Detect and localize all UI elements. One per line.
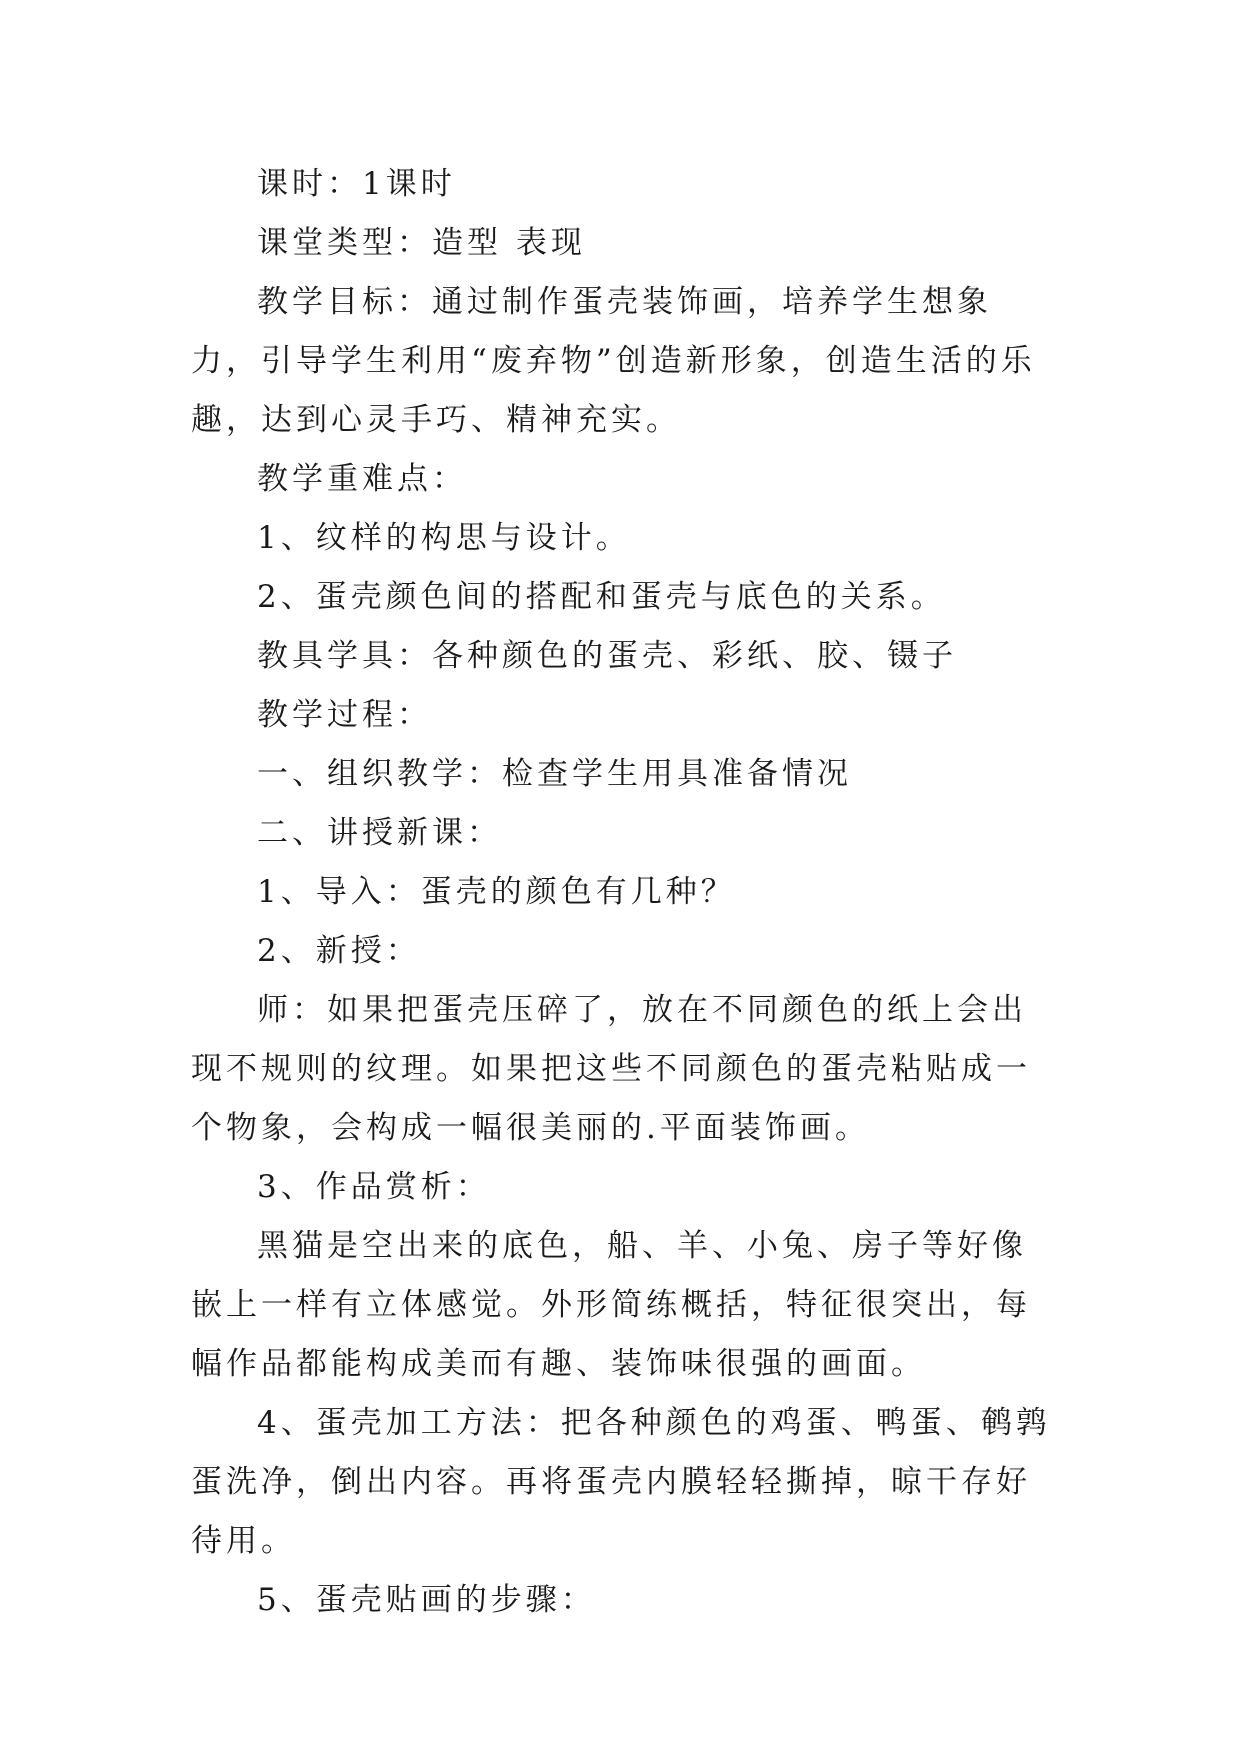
eggshell-processing-paragraph: 4、蛋壳加工方法：把各种颜色的鸡蛋、鸭蛋、鹌鹑蛋洗净，倒出内容。再将蛋壳内膜轻轻撕掉，晾干存好待用。 [191,1405,1051,1559]
teacher-explanation-paragraph: 师：如果把蛋壳压碎了，放在不同颜色的纸上会出现不规则的纹理。如果把这些不同颜色的蛋壳粘贴成一个物象，会构成一幅很美丽的.平面装饰画。 [191,992,1031,1146]
intro-question: 1、导入：蛋壳的颜色有几种？ [257,874,736,910]
eggshell-collage-steps-heading: 5、蛋壳贴画的步骤： [257,1582,596,1618]
key-point-1: 1、纹样的构思与设计。 [257,520,631,556]
artwork-appreciation-paragraph: 黑猫是空出来的底色，船、羊、小兔、房子等好像嵌上一样有立体感觉。外形简练概括，特征很突出，每幅作品都能构成美而有趣、装饰味很强的画面。 [191,1228,1031,1382]
new-lesson-heading: 2、新授： [257,933,421,969]
class-type-line: 课堂类型：造型 表现 [257,225,586,261]
artwork-appreciation-heading: 3、作品赏析： [257,1169,491,1205]
process-step-2: 二、讲授新课： [257,815,502,851]
class-hours-line: 课时：1课时 [257,166,456,202]
process-step-1: 一、组织教学：检查学生用具准备情况 [257,756,852,792]
teaching-process-heading: 教学过程： [257,697,432,733]
teaching-goal-paragraph: 教学目标：通过制作蛋壳装饰画，培养学生想象力，引导学生利用“废弃物”创造新形象，创造生活的乐趣，达到心灵手巧、精神充实。 [191,284,1036,438]
teaching-tools-line: 教具学具：各种颜色的蛋壳、彩纸、胶、镊子 [257,638,957,674]
document-body [191,155,1061,1630]
key-difficulties-heading: 教学重难点： [257,461,467,497]
key-point-2: 2、蛋壳颜色间的搭配和蛋壳与底色的关系。 [257,579,946,615]
